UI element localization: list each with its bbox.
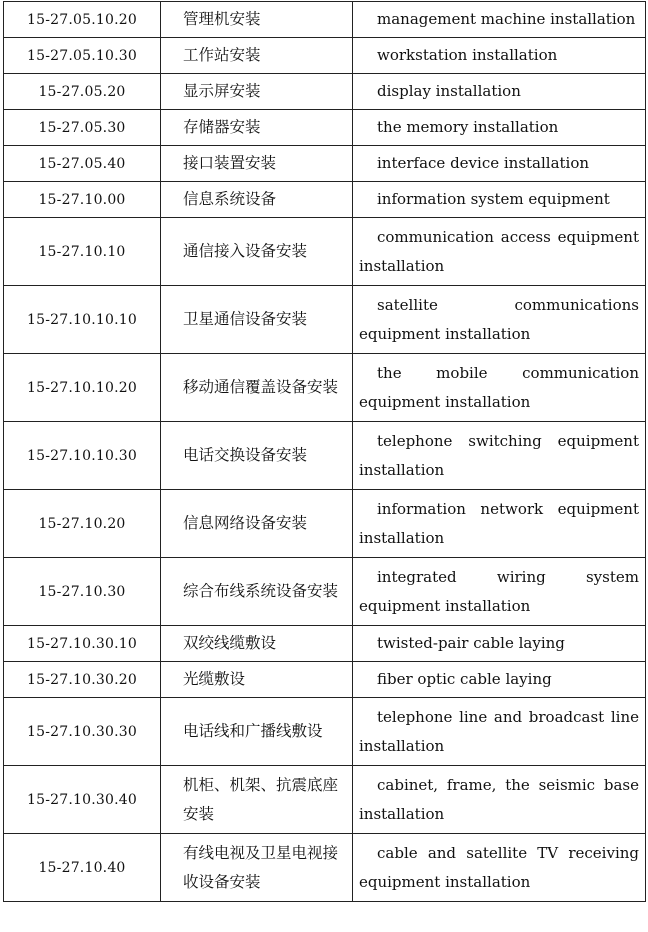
chinese-term-cell: [161, 286, 353, 354]
english-term-cell: [353, 422, 646, 490]
english-term: information system equipment: [377, 190, 610, 208]
english-term-cell: [353, 218, 646, 286]
english-term: communication access equipment installation: [359, 227, 639, 275]
chinese-term: 综合布线系统设备安装: [183, 582, 339, 600]
english-term: display installation: [377, 82, 521, 100]
english-term: cable and satellite TV receiving equipment installation: [359, 843, 639, 891]
english-term-cell: [353, 626, 646, 662]
english-term: telephone line and broadcast line installation: [359, 707, 639, 755]
code-cell: 15-27.10.30.40: [4, 766, 161, 834]
code-cell: 15-27.10.40: [4, 834, 161, 902]
english-term: satellite communications equipment installation: [359, 295, 639, 343]
chinese-term-cell: [161, 110, 353, 146]
table-row: [4, 558, 646, 626]
code-cell: 15-27.10.10.30: [4, 422, 161, 490]
chinese-term-cell: [161, 218, 353, 286]
chinese-term: 有线电视及卫星电视接收设备安装: [183, 843, 339, 891]
chinese-term-cell: [161, 558, 353, 626]
chinese-term-cell: [161, 354, 353, 422]
table-row: [4, 834, 646, 902]
chinese-term-cell: [161, 74, 353, 110]
chinese-term-cell: [161, 490, 353, 558]
code-cell: 15-27.10.00: [4, 182, 161, 218]
code-cell: 15-27.10.30.20: [4, 662, 161, 698]
table-row: [4, 286, 646, 354]
chinese-term-cell: [161, 146, 353, 182]
chinese-term-cell: [161, 766, 353, 834]
english-term-cell: [353, 38, 646, 74]
table-row: [4, 422, 646, 490]
english-term-cell: [353, 74, 646, 110]
chinese-term: 卫星通信设备安装: [183, 310, 308, 328]
table-row: [4, 766, 646, 834]
english-term: workstation installation: [377, 46, 558, 64]
english-term: the memory installation: [377, 118, 559, 136]
english-term-cell: [353, 662, 646, 698]
chinese-term-cell: [161, 182, 353, 218]
code-cell: 15-27.05.20: [4, 74, 161, 110]
english-term: the mobile communication equipment installation: [359, 363, 639, 411]
chinese-term: 管理机安装: [183, 10, 261, 28]
english-term-cell: [353, 698, 646, 766]
code-cell: 15-27.05.30: [4, 110, 161, 146]
chinese-term: 通信接入设备安装: [183, 242, 308, 260]
chinese-term: 电话交换设备安装: [183, 446, 308, 464]
code-cell: 15-27.10.10.10: [4, 286, 161, 354]
english-term-cell: [353, 490, 646, 558]
table-row: [4, 354, 646, 422]
english-term-cell: [353, 146, 646, 182]
english-term: management machine installation: [377, 10, 636, 28]
table-row: [4, 698, 646, 766]
code-cell: 15-27.10.30.10: [4, 626, 161, 662]
chinese-term: 移动通信覆盖设备安装: [183, 378, 339, 396]
code-cell: 15-27.05.10.30: [4, 38, 161, 74]
table-row: [4, 626, 646, 662]
chinese-term: 存储器安装: [183, 118, 261, 136]
english-term: fiber optic cable laying: [377, 670, 552, 688]
chinese-term: 工作站安装: [183, 46, 261, 64]
code-cell: 15-27.10.10.20: [4, 354, 161, 422]
chinese-term-cell: [161, 38, 353, 74]
chinese-term-cell: [161, 2, 353, 38]
chinese-term: 信息系统设备: [183, 190, 277, 208]
english-term-cell: [353, 182, 646, 218]
chinese-term: 光缆敷设: [183, 670, 246, 688]
chinese-term: 信息网络设备安装: [183, 514, 308, 532]
english-term: twisted-pair cable laying: [377, 634, 565, 652]
code-cell: 15-27.10.30: [4, 558, 161, 626]
english-term-cell: [353, 766, 646, 834]
code-cell: 15-27.05.40: [4, 146, 161, 182]
english-term: telephone switching equipment installation: [359, 431, 639, 479]
chinese-term: 机柜、机架、抗震底座安装: [183, 775, 339, 823]
english-term: cabinet, frame, the seismic base installation: [359, 775, 639, 823]
table-row: [4, 74, 646, 110]
table-row: [4, 182, 646, 218]
chinese-term-cell: [161, 662, 353, 698]
table-row: [4, 218, 646, 286]
english-term-cell: [353, 286, 646, 354]
table-row: [4, 2, 646, 38]
table-row: [4, 662, 646, 698]
english-term-cell: [353, 354, 646, 422]
chinese-term: 电话线和广播线敷设: [183, 722, 323, 740]
chinese-term: 接口装置安装: [183, 154, 277, 172]
chinese-term-cell: [161, 422, 353, 490]
english-term-cell: [353, 558, 646, 626]
english-term-cell: [353, 834, 646, 902]
chinese-term: 双绞线缆敷设: [183, 634, 277, 652]
english-term: information network equipment installation: [359, 499, 639, 547]
table-row: [4, 490, 646, 558]
english-term-cell: [353, 110, 646, 146]
english-term: interface device installation: [377, 154, 590, 172]
code-cell: 15-27.05.10.20: [4, 2, 161, 38]
code-cell: 15-27.10.30.30: [4, 698, 161, 766]
chinese-term-cell: [161, 834, 353, 902]
table-row: [4, 110, 646, 146]
chinese-term-cell: [161, 698, 353, 766]
code-cell: 15-27.10.20: [4, 490, 161, 558]
code-cell: 15-27.10.10: [4, 218, 161, 286]
chinese-term: 显示屏安装: [183, 82, 261, 100]
chinese-term-cell: [161, 626, 353, 662]
english-term: integrated wiring system equipment installation: [359, 567, 639, 615]
table-row: [4, 38, 646, 74]
terms-table: [3, 1, 646, 902]
english-term-cell: [353, 2, 646, 38]
table-row: [4, 146, 646, 182]
